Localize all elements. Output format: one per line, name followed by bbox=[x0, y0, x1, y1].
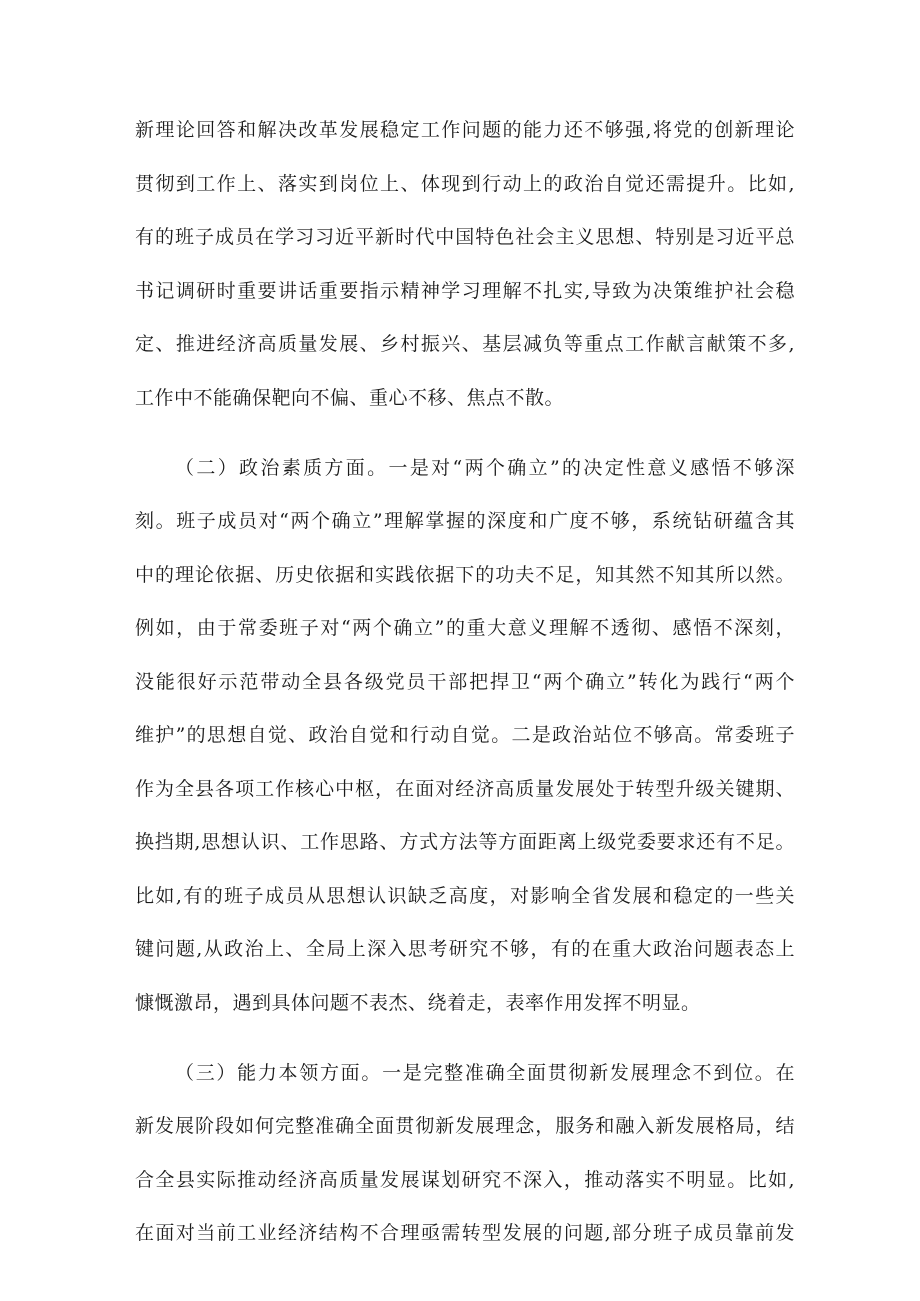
text-line: 刻。班子成员对“两个确立”理解掌握的深度和广度不够，系统钻研蕴含其 bbox=[135, 510, 795, 532]
text-line: 新理论回答和解决改革发展稳定工作问题的能力还不够强,将党的创新理论 bbox=[135, 119, 795, 141]
text-line: 比如,有的班子成员从思想认识缺乏高度，对影响全省发展和稳定的一些关 bbox=[135, 885, 795, 907]
paragraph-first-line: （三）能力本领方面。一是完整准确全面贯彻新发展理念不到位。在 bbox=[175, 1062, 795, 1084]
text-line: 新发展阶段如何完整准确全面贯彻新发展理念，服务和融入新发展格局，结 bbox=[135, 1115, 795, 1137]
text-line: 贯彻到工作上、落实到岗位上、体现到行动上的政治自觉还需提升。比如, bbox=[135, 173, 795, 195]
text-line: 在面对当前工业经济结构不合理亟需转型发展的问题,部分班子成员靠前发 bbox=[135, 1222, 795, 1244]
text-line: 慷慨激昂，遇到具体问题不表杰、绕着走，表率作用发挥不明显。 bbox=[135, 992, 701, 1014]
text-line: 没能很好示范带动全县各级党员干部把捍卫“两个确立”转化为践行“两个 bbox=[135, 671, 795, 693]
text-line: 维护”的思想自觉、政治自觉和行动自觉。二是政治站位不够高。常委班子 bbox=[135, 724, 795, 746]
text-line: 作为全县各项工作核心中枢，在面对经济高质量发展处于转型升级关键期、 bbox=[135, 778, 795, 800]
text-line: 工作中不能确保靶向不偏、重心不移、焦点不散。 bbox=[135, 387, 565, 409]
text-line: 定、推进经济高质量发展、乡村振兴、基层减负等重点工作献言献策不多, bbox=[135, 333, 795, 355]
text-line: 书记调研时重要讲话重要指示精神学习理解不扎实,导致为决策维护社会稳 bbox=[135, 280, 795, 302]
text-line: 合全县实际推动经济高质量发展谋划研究不深入，推动落实不明显。比如, bbox=[135, 1169, 795, 1191]
text-line: 例如，由于常委班子对“两个确立”的重大意义理解不透彻、感悟不深刻， bbox=[135, 617, 795, 639]
text-line: 有的班子成员在学习习近平新时代中国特色社会主义思想、特别是习近平总 bbox=[135, 226, 795, 248]
text-line: 换挡期,思想认识、工作思路、方式方法等方面距离上级党委要求还有不足。 bbox=[135, 831, 795, 853]
text-line: 中的理论依据、历史依据和实践依据下的功夫不足，知其然不知其所以然。 bbox=[135, 564, 795, 586]
text-line: 键问题,从政治上、全局上深入思考研究不够，有的在重大政治问题表态上 bbox=[135, 938, 795, 960]
paragraph-first-line: （二）政治素质方面。一是对“两个确立”的决定性意义感悟不够深 bbox=[175, 457, 795, 479]
